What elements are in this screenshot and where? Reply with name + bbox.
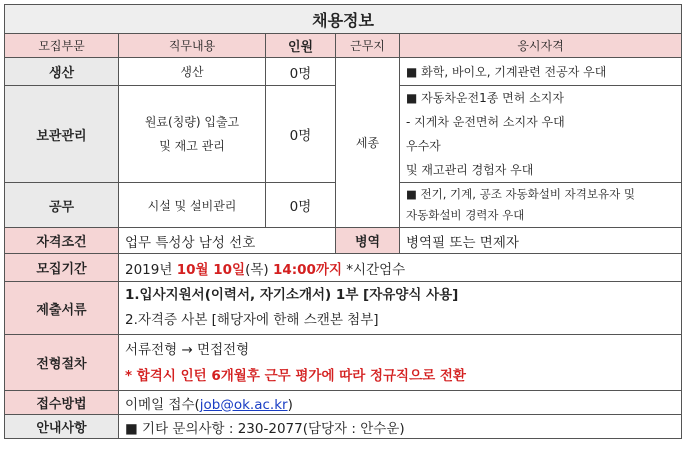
period-weekday: (목) <box>245 261 273 278</box>
duty-storage-line: 및 재고 관리 <box>159 139 225 153</box>
qual-line: ■ 전기, 기계, 공조 자동화설비 자격보유자 및 <box>406 187 635 201</box>
apply-suffix: ) <box>287 396 293 413</box>
header-count: 인원 <box>266 34 336 58</box>
dept-storage: 보관관리 <box>5 86 119 183</box>
documents-line: 2.자격증 사본 [해당자에 한해 스캔본 첨부] <box>125 312 379 328</box>
duty-maintenance: 시설 및 설비관리 <box>119 183 266 228</box>
count-maintenance: 0명 <box>266 183 336 228</box>
qual-storage <box>400 86 682 183</box>
table-row <box>5 335 682 391</box>
header-workplace: 근무지 <box>336 34 400 58</box>
military-value: 병역필 또는 면제자 <box>400 228 682 254</box>
header-row <box>5 34 682 58</box>
process-line: 서류전형 → 면접전형 <box>125 341 250 358</box>
period-date: 10월 10일 <box>176 261 246 278</box>
header-dept: 모집부문 <box>5 34 119 58</box>
recruitment-info <box>4 4 681 439</box>
period-label: 모집기간 <box>5 254 119 282</box>
recruitment-table <box>4 4 682 439</box>
apply-label: 접수방법 <box>5 391 119 415</box>
table-row <box>5 58 682 86</box>
notice-value: ■ 기타 문의사항 : 230-2077(담당자 : 안수운) <box>119 415 682 439</box>
military-label: 병역 <box>336 228 400 254</box>
period-year: 2019년 <box>125 261 177 278</box>
documents-line: 1.입사지원서(이력서, 자기소개서) 1부 [자유양식 사용] <box>125 287 459 303</box>
period-note: *시간엄수 <box>342 261 406 278</box>
workplace: 세종 <box>336 58 400 228</box>
documents-value <box>119 282 682 335</box>
apply-value <box>119 391 682 415</box>
apply-prefix: 이메일 접수( <box>125 396 200 413</box>
count-storage: 0명 <box>266 86 336 183</box>
header-qualifications: 응시자격 <box>400 34 682 58</box>
table-row <box>5 254 682 282</box>
qual-line: ■ 자동차운전1종 면허 소지자 <box>406 91 564 105</box>
requirements-label: 자격조건 <box>5 228 119 254</box>
requirements-value: 업무 특성상 남성 선호 <box>119 228 336 254</box>
duty-storage <box>119 86 266 183</box>
qual-production: ■ 화학, 바이오, 기계관련 전공자 우대 <box>400 58 682 86</box>
qual-line: 자동화설비 경력자 우대 <box>406 208 525 222</box>
email-link[interactable]: job@ok.ac.kr <box>199 396 288 413</box>
table-row <box>5 282 682 335</box>
qual-line: 및 재고관리 경험자 우대 <box>406 163 534 177</box>
process-value <box>119 335 682 391</box>
table-title: 채용정보 <box>5 5 682 34</box>
table-row <box>5 228 682 254</box>
period-time: 14:00까지 <box>272 261 342 278</box>
period-value <box>119 254 682 282</box>
process-note: * 합격시 인턴 6개월후 근무 평가에 따라 정규직으로 전환 <box>125 367 466 384</box>
count-production: 0명 <box>266 58 336 86</box>
duty-production: 생산 <box>119 58 266 86</box>
qual-maintenance <box>400 183 682 228</box>
qual-line: 우수자 <box>406 139 441 153</box>
header-duty: 직무내용 <box>119 34 266 58</box>
title-row <box>5 5 682 34</box>
notice-label: 안내사항 <box>5 415 119 439</box>
dept-maintenance: 공무 <box>5 183 119 228</box>
table-row <box>5 415 682 439</box>
documents-label: 제출서류 <box>5 282 119 335</box>
process-label: 전형절차 <box>5 335 119 391</box>
dept-production: 생산 <box>5 58 119 86</box>
duty-storage-line: 원료(칭량) 입출고 <box>144 115 240 129</box>
table-row <box>5 391 682 415</box>
qual-line: - 지게차 운전면허 소지자 우대 <box>406 115 565 129</box>
